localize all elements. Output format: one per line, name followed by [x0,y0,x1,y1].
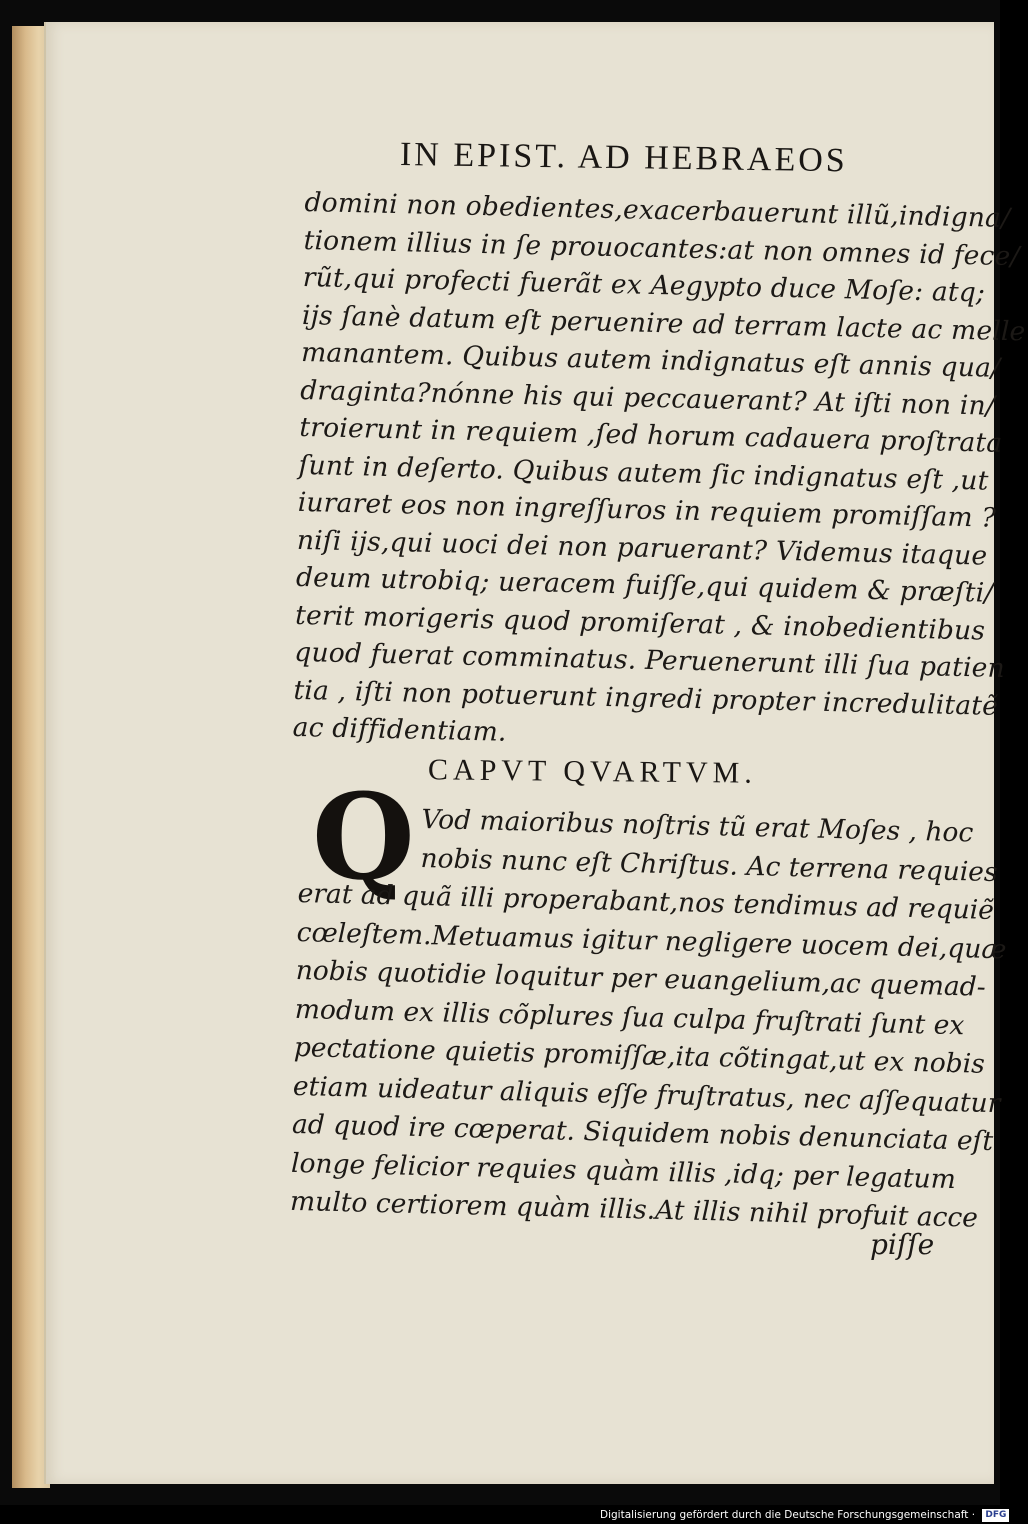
text-line: tionem illius in ſe prouocantes:at non omnes id fece/ [303,224,1020,272]
drop-cap-initial: Q [312,767,415,906]
text-line: cœleſtem.Metuamus igitur negligere uocem dei,quæ [296,916,1007,965]
text-line: ſunt in deſerto. Quibus autem ſic indignatus eſt ,ut [298,449,989,497]
text-line: niſi ijs,qui uoci dei non paruerant? Videmus itaque [296,524,988,572]
running-header: IN EPIST. AD HEBRAEOS [399,136,848,180]
text-line: tia , iſti non potuerunt ingredi propter incredulitatẽ [293,674,999,722]
text-line: iuraret eos non ingreſſuros in requiem promiſſam ? [297,486,997,534]
text-line: modum ex illis cõplures ſua culpa fruſtrati ſunt ex [294,993,965,1041]
text-line: ac diffidentiam. [292,711,507,748]
funding-credit-text: Digitalisierung gefördert durch die Deutsche Forschungsgemeinschaft · [600,1509,976,1521]
text-line: quod fuerat comminatus. Peruenerunt illi ſua patien [294,636,1006,684]
chapter-heading: CAPVT QVARTVM. [427,753,757,790]
text-line: troierunt in requiem ,ſed horum cadauera proſtrata [299,411,1003,459]
text-line: longe felicior requies quàm illis ,idq; per legatum [290,1147,957,1195]
text-line: terit morigeris quod promiſerat , & inobedientibus [294,599,986,647]
text-line: deum utrobiq; ueracem fuiſſe,qui quidem & præſti/ [295,561,994,609]
text-line: ad quod ire cœperat. Siquidem nobis denunciata eſt [291,1108,994,1158]
text-line: multo certiorem quàm illis.At illis nihil profuit acce [289,1185,979,1234]
text-line: pectatione quietis promiſſæ,ita cõtingat,ut ex nobis [293,1031,986,1080]
text-line: ijs ſanè datum eſt peruenire ad terram lacte ac melle [301,299,1026,347]
text-line: domini non obedientes,exacerbauerunt illũ,indigna/ [304,186,1011,235]
text-line: etiam uideatur aliquis eſſe fruſtratus, nec aſſequatur [292,1070,1001,1119]
text-line: draginta?nónne his qui peccauerant? At iſti non in/ [299,374,996,422]
body-text-block [292,184,1026,761]
funding-credit [600,1506,1007,1524]
text-line: manantem. Quibus autem indignatus eſt annis qua/ [300,336,1001,384]
text-line: erat ad quã illi properabant,nos tendimus ad requiẽ [297,877,995,926]
text-line: rũt,qui profecti fuerãt ex Aegypto duce Moſe: atq; [302,261,986,309]
dfg-logo: DFG [982,1509,1009,1522]
text-line: nobis quotidie loquitur per euangelium,ac quemad- [295,954,987,1003]
catchword: piſſe [870,1228,935,1261]
chapter-text-block [289,798,1007,1237]
text-line: nobis nunc eſt Chriſtus. Ac terrena requies [420,842,998,888]
text-line: Vod maioribus noſtris tũ erat Moſes , hoc [421,803,974,849]
